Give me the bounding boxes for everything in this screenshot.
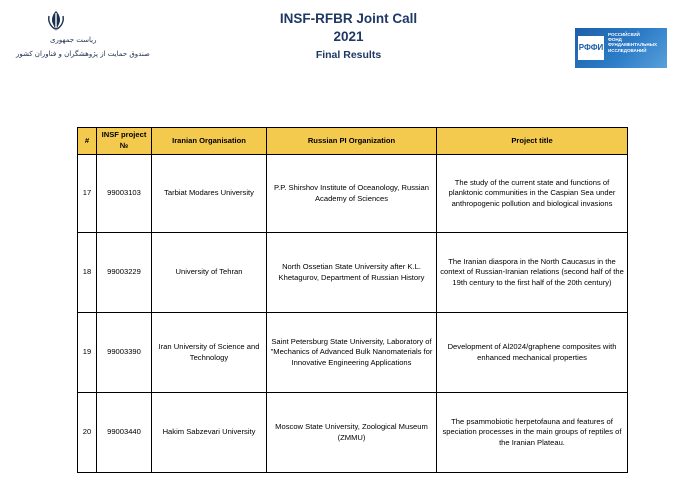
- page-year: 2021: [333, 29, 364, 44]
- russian-pi-organization: Moscow State University, Zoological Museum (ZMMU): [267, 393, 437, 473]
- iranian-organisation: Hakim Sabzevari University: [152, 393, 267, 473]
- rfbr-logo-line: ФОНД: [608, 37, 622, 43]
- project-title: The study of the current state and functions of planktonic communities in the Caspian Sea under anthropogenic pollution and biological invasions: [437, 155, 628, 233]
- rfbr-logo-text: [608, 32, 666, 53]
- rfbr-logo-line: ФУНДАМЕНТАЛЬНЫХ: [608, 42, 657, 48]
- project-title: The Iranian diaspora in the North Caucasus in the context of Russian-Iranian relations (second half of the 19th century to the first half of the 20th century): [437, 233, 628, 313]
- russian-pi-organization: Saint Petersburg State University, Laboratory of "Mechanics of Advanced Bulk Nanomaterials for Innovative Engineering Applications: [267, 313, 437, 393]
- russian-pi-organization: P.P. Shirshov Institute of Oceanology, Russian Academy of Sciences: [267, 155, 437, 233]
- rfbr-logo-line: ИССЛЕДОВАНИЙ: [608, 47, 647, 53]
- rfbr-logo: [575, 28, 667, 68]
- rfbr-logo-mark: РФФИ: [578, 36, 604, 60]
- page-subtitle: Final Results: [315, 49, 382, 61]
- row-number: 19: [78, 313, 97, 393]
- column-header-insf: INSF project №: [97, 128, 152, 155]
- column-header-iranian-org: Iranian Organisation: [152, 128, 267, 155]
- page-header: [0, 0, 697, 110]
- iranian-organisation: Iran University of Science and Technology: [152, 313, 267, 393]
- insf-project-number: 99003440: [97, 393, 152, 473]
- org-name-line2: صندوق حمایت از پژوهشگران و فناوران کشور: [16, 50, 150, 58]
- rfbr-logo-line: РОССИЙСКИЙ: [608, 32, 640, 37]
- table-row: [78, 233, 628, 313]
- table-row: [78, 393, 628, 473]
- insf-project-number: 99003103: [97, 155, 152, 233]
- iran-emblem-icon: [46, 10, 66, 32]
- insf-logo: [8, 8, 158, 68]
- title-block: [200, 10, 497, 64]
- insf-project-number: 99003390: [97, 313, 152, 393]
- table-row: [78, 155, 628, 233]
- russian-pi-organization: North Ossetian State University after K.L. Khetagurov, Department of Russian History: [267, 233, 437, 313]
- insf-project-number: 99003229: [97, 233, 152, 313]
- project-title: The psammobiotic herpetofauna and features of speciation processes in the main groups of reptiles of the Iranian Plateau.: [437, 393, 628, 473]
- iranian-organisation: University of Tehran: [152, 233, 267, 313]
- project-title: Development of Al2024/graphene composites with enhanced mechanical properties: [437, 313, 628, 393]
- column-header-russian-org: Russian PI Organization: [267, 128, 437, 155]
- column-header-project-title: Project title: [437, 128, 628, 155]
- row-number: 18: [78, 233, 97, 313]
- table-row: [78, 313, 628, 393]
- page-title: INSF-RFBR Joint Call: [279, 11, 418, 26]
- column-header-num: #: [78, 128, 97, 155]
- row-number: 17: [78, 155, 97, 233]
- table-header-row: [78, 128, 628, 155]
- iranian-organisation: Tarbiat Modares University: [152, 155, 267, 233]
- org-name-line1: ریاست جمهوری: [50, 36, 97, 44]
- results-table: [77, 127, 628, 473]
- row-number: 20: [78, 393, 97, 473]
